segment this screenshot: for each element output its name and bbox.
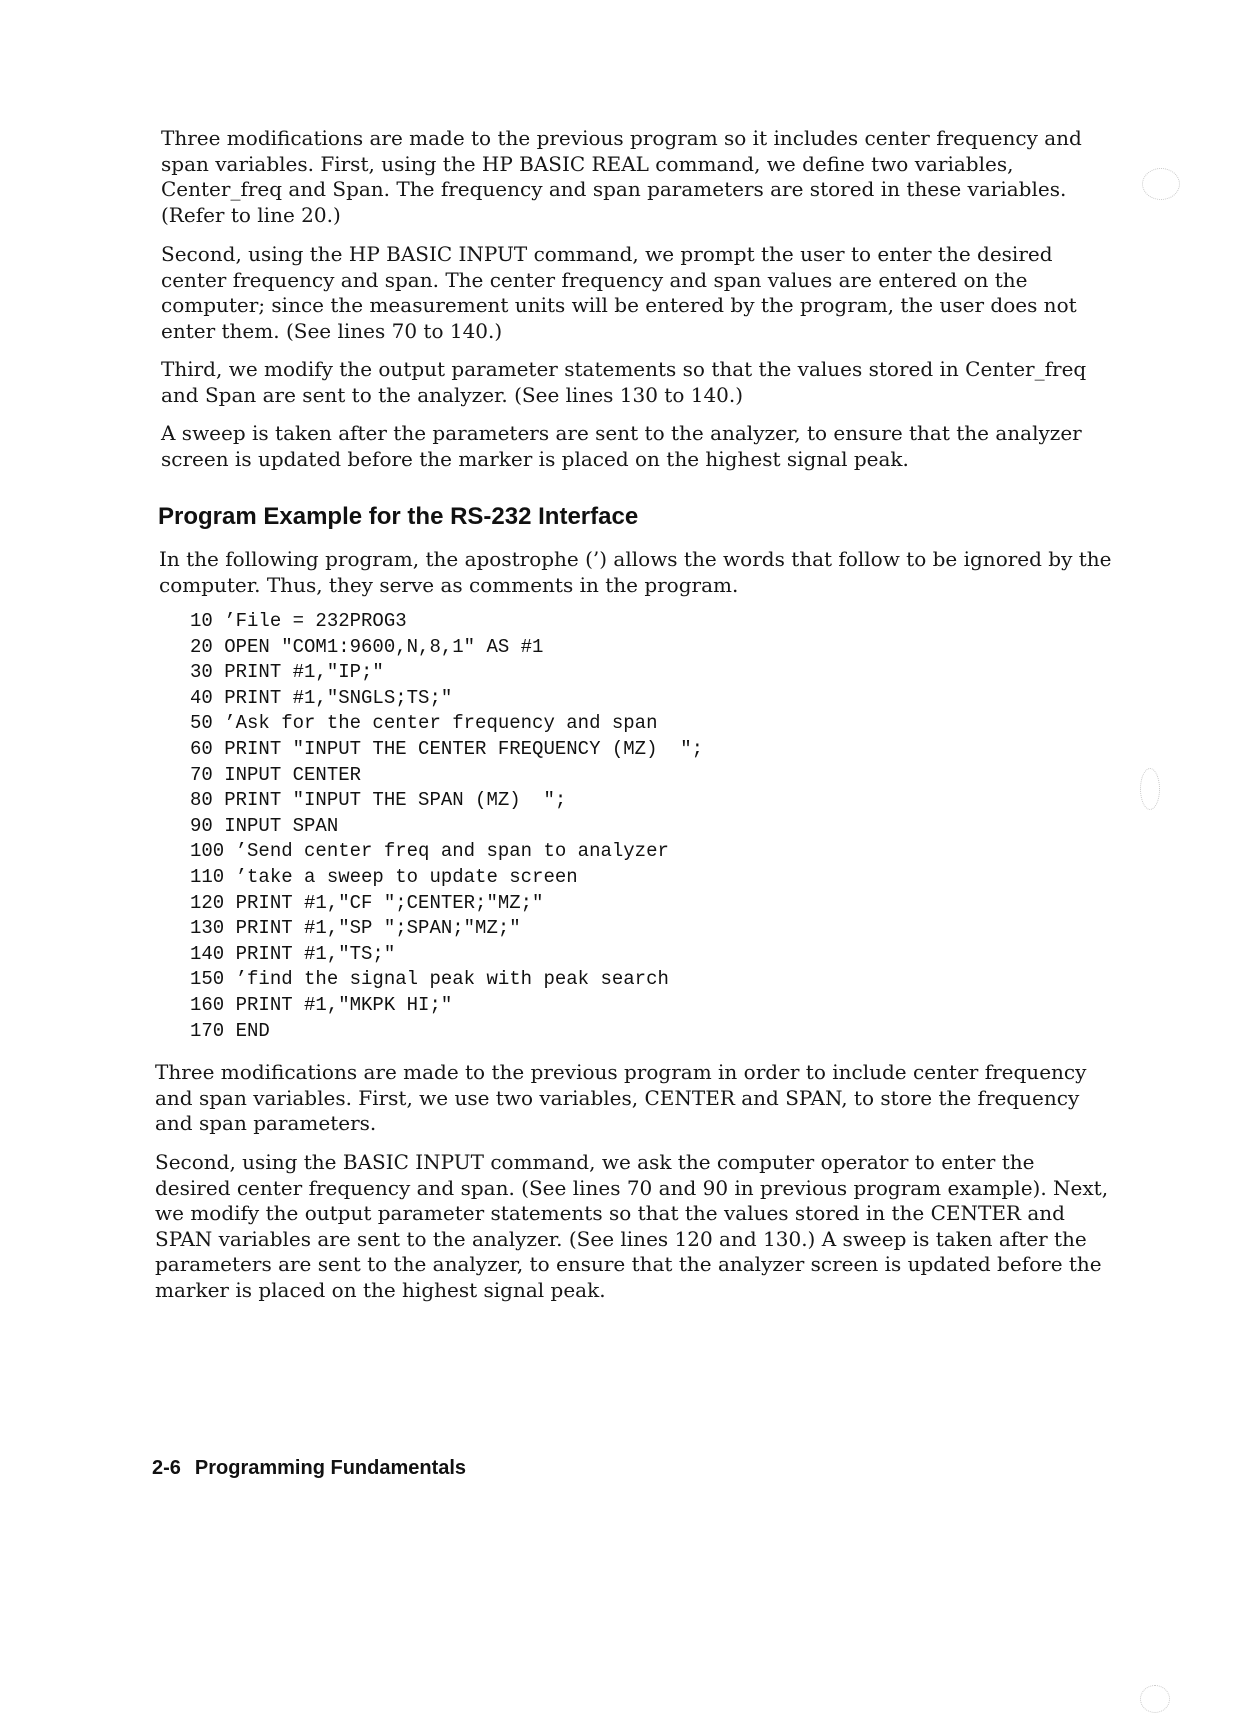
code-line: 50 ’Ask for the center frequency and span [190,712,658,735]
text-line: span variables. First, using the HP BASIC REAL command, we define two variables, [161,151,1014,176]
code-line: 30 PRINT #1,"IP;" [190,661,384,684]
code-line: 150 ’find the signal peak with peak search [190,968,669,991]
section-heading: Program Example for the RS-232 Interface [158,503,639,530]
text-line: A sweep is taken after the parameters are sent to the analyzer, to ensure that the analyzer [161,421,1082,445]
text-line: center frequency and span. The center frequency and span values are entered on the [161,267,1028,292]
text-line: computer; since the measurement units will be entered by the program, the user does not [161,293,1077,317]
code-line: 70 INPUT CENTER [190,763,362,786]
scan-artifact [1142,168,1180,200]
text-line: marker is placed on the highest signal peak. [155,1277,606,1302]
text-line: and Span are sent to the analyzer. (See lines 130 to 140.) [161,382,744,407]
text-line: Third, we modify the output parameter statements so that the values stored in Center_freq [161,357,1087,381]
text-line: parameters are sent to the analyzer, to ensure that the analyzer screen is updated before the [155,1252,1102,1276]
chapter-title: Programming Fundamentals [194,1457,467,1479]
page-footer [152,1457,466,1480]
code-line: 130 PRINT #1,"SP ";SPAN;"MZ;" [190,917,521,940]
text-line: Second, using the HP BASIC INPUT command, we prompt the user to enter the desired [161,242,1053,266]
text-line: (Refer to line 20.) [161,202,341,227]
code-line: 60 PRINT "INPUT THE CENTER FREQUENCY (MZ) "; [190,737,704,760]
text-line: Three modifications are made to the previous program in order to include center frequency [155,1060,1087,1084]
text-line: In the following program, the apostrophe (’) allows the words that follow to be ignored by the [159,547,1112,571]
paragraph-sweep [161,421,1082,472]
scan-artifact [1140,768,1160,810]
code-line: 40 PRINT #1,"SNGLS;TS;" [190,686,453,709]
text-line: computer. Thus, they serve as comments in the program. [159,572,739,597]
paragraph-rs232-input [155,1150,1108,1303]
text-line: screen is updated before the marker is placed on the highest signal peak. [161,446,909,471]
text-line: Center_freq and Span. The frequency and span parameters are stored in these variables. [161,177,1067,201]
code-line: 120 PRINT #1,"CF ";CENTER;"MZ;" [190,891,544,914]
text-line: enter them. (See lines 70 to 140.) [161,318,503,343]
code-line: 80 PRINT "INPUT THE SPAN (MZ) "; [190,789,567,812]
paragraph-output-statements [161,357,1086,408]
code-line: 160 PRINT #1,"MKPK HI;" [190,993,453,1016]
code-line: 100 ’Send center freq and span to analyzer [190,840,669,863]
text-line: Second, using the BASIC INPUT command, we ask the computer operator to enter the [155,1150,1035,1174]
page-number: 2-6 [152,1457,181,1479]
code-line: 20 OPEN "COM1:9600,N,8,1" AS #1 [190,635,544,658]
code-line: 170 END [190,1019,270,1042]
text-line: desired center frequency and span. (See lines 70 and 90 in previous program example). Next, [155,1175,1109,1200]
text-line: and span parameters. [155,1111,377,1135]
code-line: 140 PRINT #1,"TS;" [190,942,396,965]
code-line: 110 ’take a sweep to update screen [190,865,578,888]
text-line: and span variables. First, we use two variables, CENTER and SPAN, to store the frequency [155,1085,1080,1110]
paragraph-modifications-hpib [161,126,1082,228]
text-line: we modify the output parameter statements so that the values stored in the CENTER and [155,1201,1065,1225]
paragraph-apostrophe-comments [159,547,1112,598]
paragraph-input-command [161,242,1077,344]
text-line: SPAN variables are sent to the analyzer. (See lines 120 and 130.) A sweep is taken after the [155,1226,1087,1251]
code-line: 10 ’File = 232PROG3 [190,610,407,632]
program-listing [190,609,703,1044]
scan-artifact [1140,1685,1170,1713]
text-line: Three modifications are made to the previous program so it includes center frequency and [161,126,1082,150]
code-line: 90 INPUT SPAN [190,814,339,837]
paragraph-rs232-modifications [155,1060,1086,1137]
